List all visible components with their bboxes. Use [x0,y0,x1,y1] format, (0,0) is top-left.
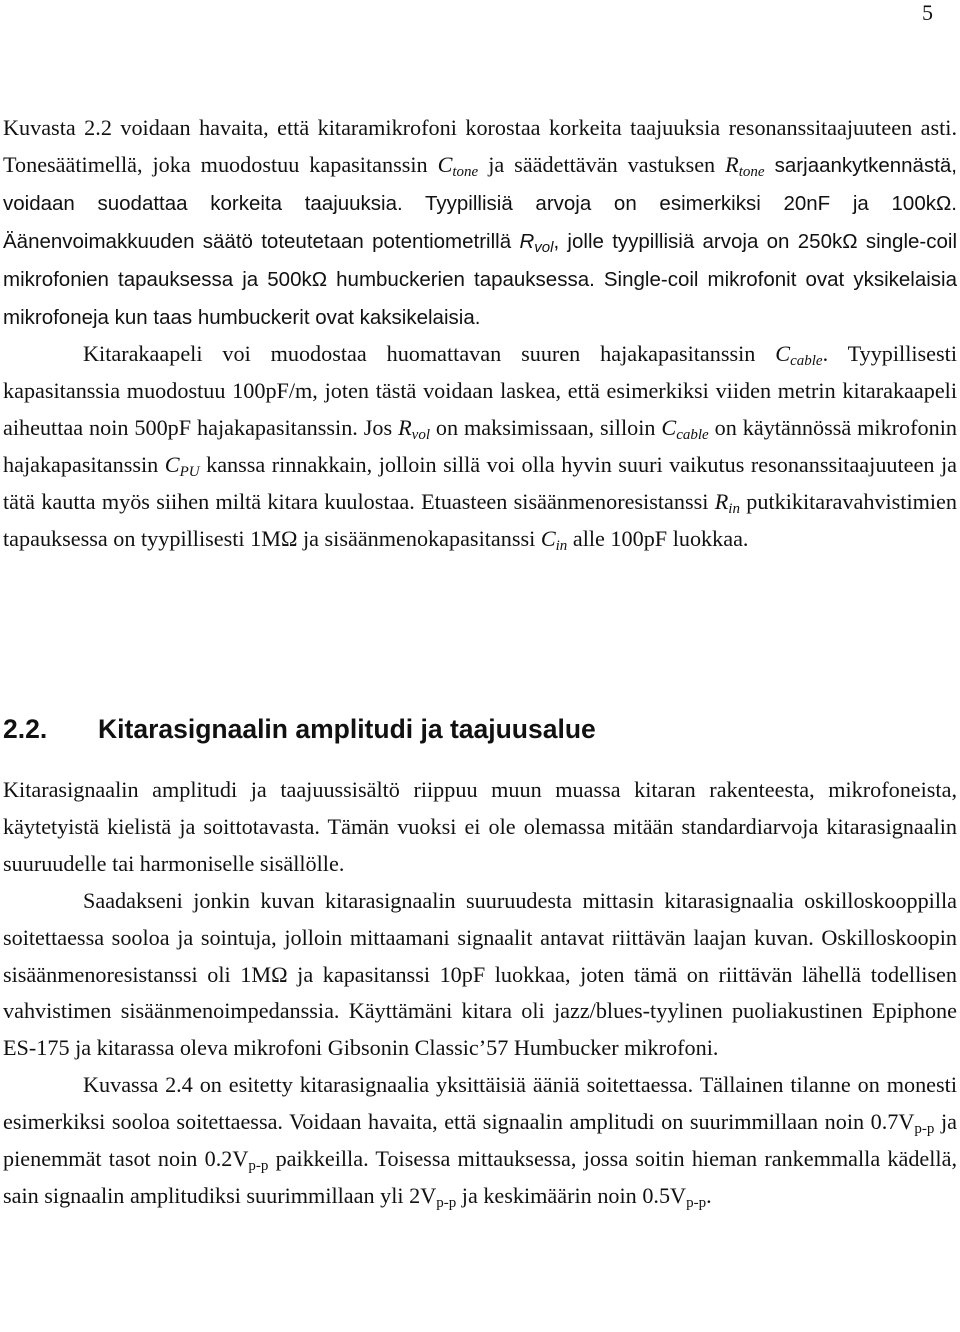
paragraph-amplitude-intro: Kitarasignaalin amplitudi ja taajuussisältö riippuu muun muassa kitaran rakenteesta, mikrofoneista, käytetyistä kielistä ja soittotavasta. Tämän vuoksi ei ole olemassa mitään standardiarvoja kitarasignaalin suuruudelle tai harmoniselle sisällölle. [3,777,957,876]
section-heading [3,711,957,747]
paragraph-measurement-setup: Saadakseni jonkin kuvan kitarasignaalin suuruudesta mittasin kitarasignaalia oskilloskooppilla soitettaessa sooloa ja sointuja, jolloin mittaamani signaalit antavat riittävän laajan kuvan. Oskilloskoopin sisäänmenoresistanssi oli 1MΩ ja kapasitanssi 10pF luokkaa, joten tämä on riittävän lähellä todellisen vahvistimen sisäänmenoimpedanssia. Käyttämäni kitara oli jazz/blues-tyylinen puoliakustinen Epiphone ES-175 ja kitarassa oleva mikrofoni Gibsonin Classic’57 Humbucker mikrofoni. [3,887,957,1061]
paragraph-cable-capacitance: Kitarakaapeli voi muodostaa huomattavan suuren hajakapasitanssin $C_{cable}$. Tyypillisesti kapasitanssia muodostuu 100pF/m, joten tästä voidaan laskea, että esimerkiksi viiden metrin kitarakaapeli aiheuttaa noin 500pF hajakapasitanssin. Jos $R_{vol}$ on maksimissaan, silloin $C_{cable}$ on käytännössä mikrofonin hajakapasitanssin $C_{PU}$ kanssa rinnakkain, jolloin sillä voi olla hyvin suuri vaikutus resonanssitaajuuteen ja tätä kautta myös siihen miltä kitara kuulostaa. Etuasteen sisäänmenoresistanssi $R_{in}$ putkikitaravahvistimien tapauksessa on tyypillisesti 1MΩ ja sisäänmenokapasitanssi $C_{in}$ alle 100pF luokkaa. [3,341,957,554]
section-title: Kitarasignaalin amplitudi ja taajuusalue [98,714,596,744]
paragraph-measurement-results: Kuvassa 2.4 on esitetty kitarasignaalia yksittäisiä ääniä soitettaessa. Tällainen tilanne on monesti esimerkiksi sooloa soitettaessa. Voidaan havaita, että signaalin amplitudi on suurimmillaan noin $0.7V_{p-p}$ ja pienemmät tasot noin $0.2V_{p-p}$ paikkeilla. Toisessa mittauksessa, jossa soitin hieman rankemmalla kädellä, sain signaalin amplitudiksi suurimmillaan yli $2V_{p-p}$ ja keskimäärin noin $0.5V_{p-p}$. [3,1072,957,1211]
sans-serif-run: sarjaankytkennästä, voidaan suodattaa korkeita taajuuksia. Tyypillisiä arvoja on esimerkiksi 20nF ja 100kΩ. Äänenvoimakkuuden säätö toteutetaan potentiometrillä [3,153,957,253]
sentence-volume: $R_{vol}$, jolle tyypillisiä arvoja on 250kΩ single-coil mikrofonien tapauksessa ja 500kΩ humbuckerien tapauksessa. Single-coil mikrofonit ovat yksikelaisia mikrofoneja kun taas humbuckerit ovat kaksikelaisia. [3,229,957,329]
page-number: 5 [922,0,933,25]
paragraph-tone-control: Kuvasta 2.2 voidaan havaita, että kitaramikrofoni korostaa korkeita taajuuksia resonanssitaajuuteen asti. Tonesäätimellä, joka muodostuu kapasitanssin $C_{tone}$ ja säädettävän vastuksen $R_{tone}$ sarjaankytkennästä, voidaan suodattaa korkeita taajuuksia. Tyypillisiä arvoja on esimerkiksi 20nF ja 100kΩ. Äänenvoimakkuuden säätö toteutetaan potentiometrillä $R_{vol}$, jolle tyypillisiä arvoja on 250kΩ single-coil mikrofonien tapauksessa ja 500kΩ humbuckerien tapauksessa. Single-coil mikrofonit ovat yksikelaisia mikrofoneja kun taas humbuckerit ovat kaksikelaisia. [3,115,957,329]
section-number: 2.2. [3,714,48,744]
body-text-lower [3,772,957,1215]
body-text-upper [3,110,957,558]
